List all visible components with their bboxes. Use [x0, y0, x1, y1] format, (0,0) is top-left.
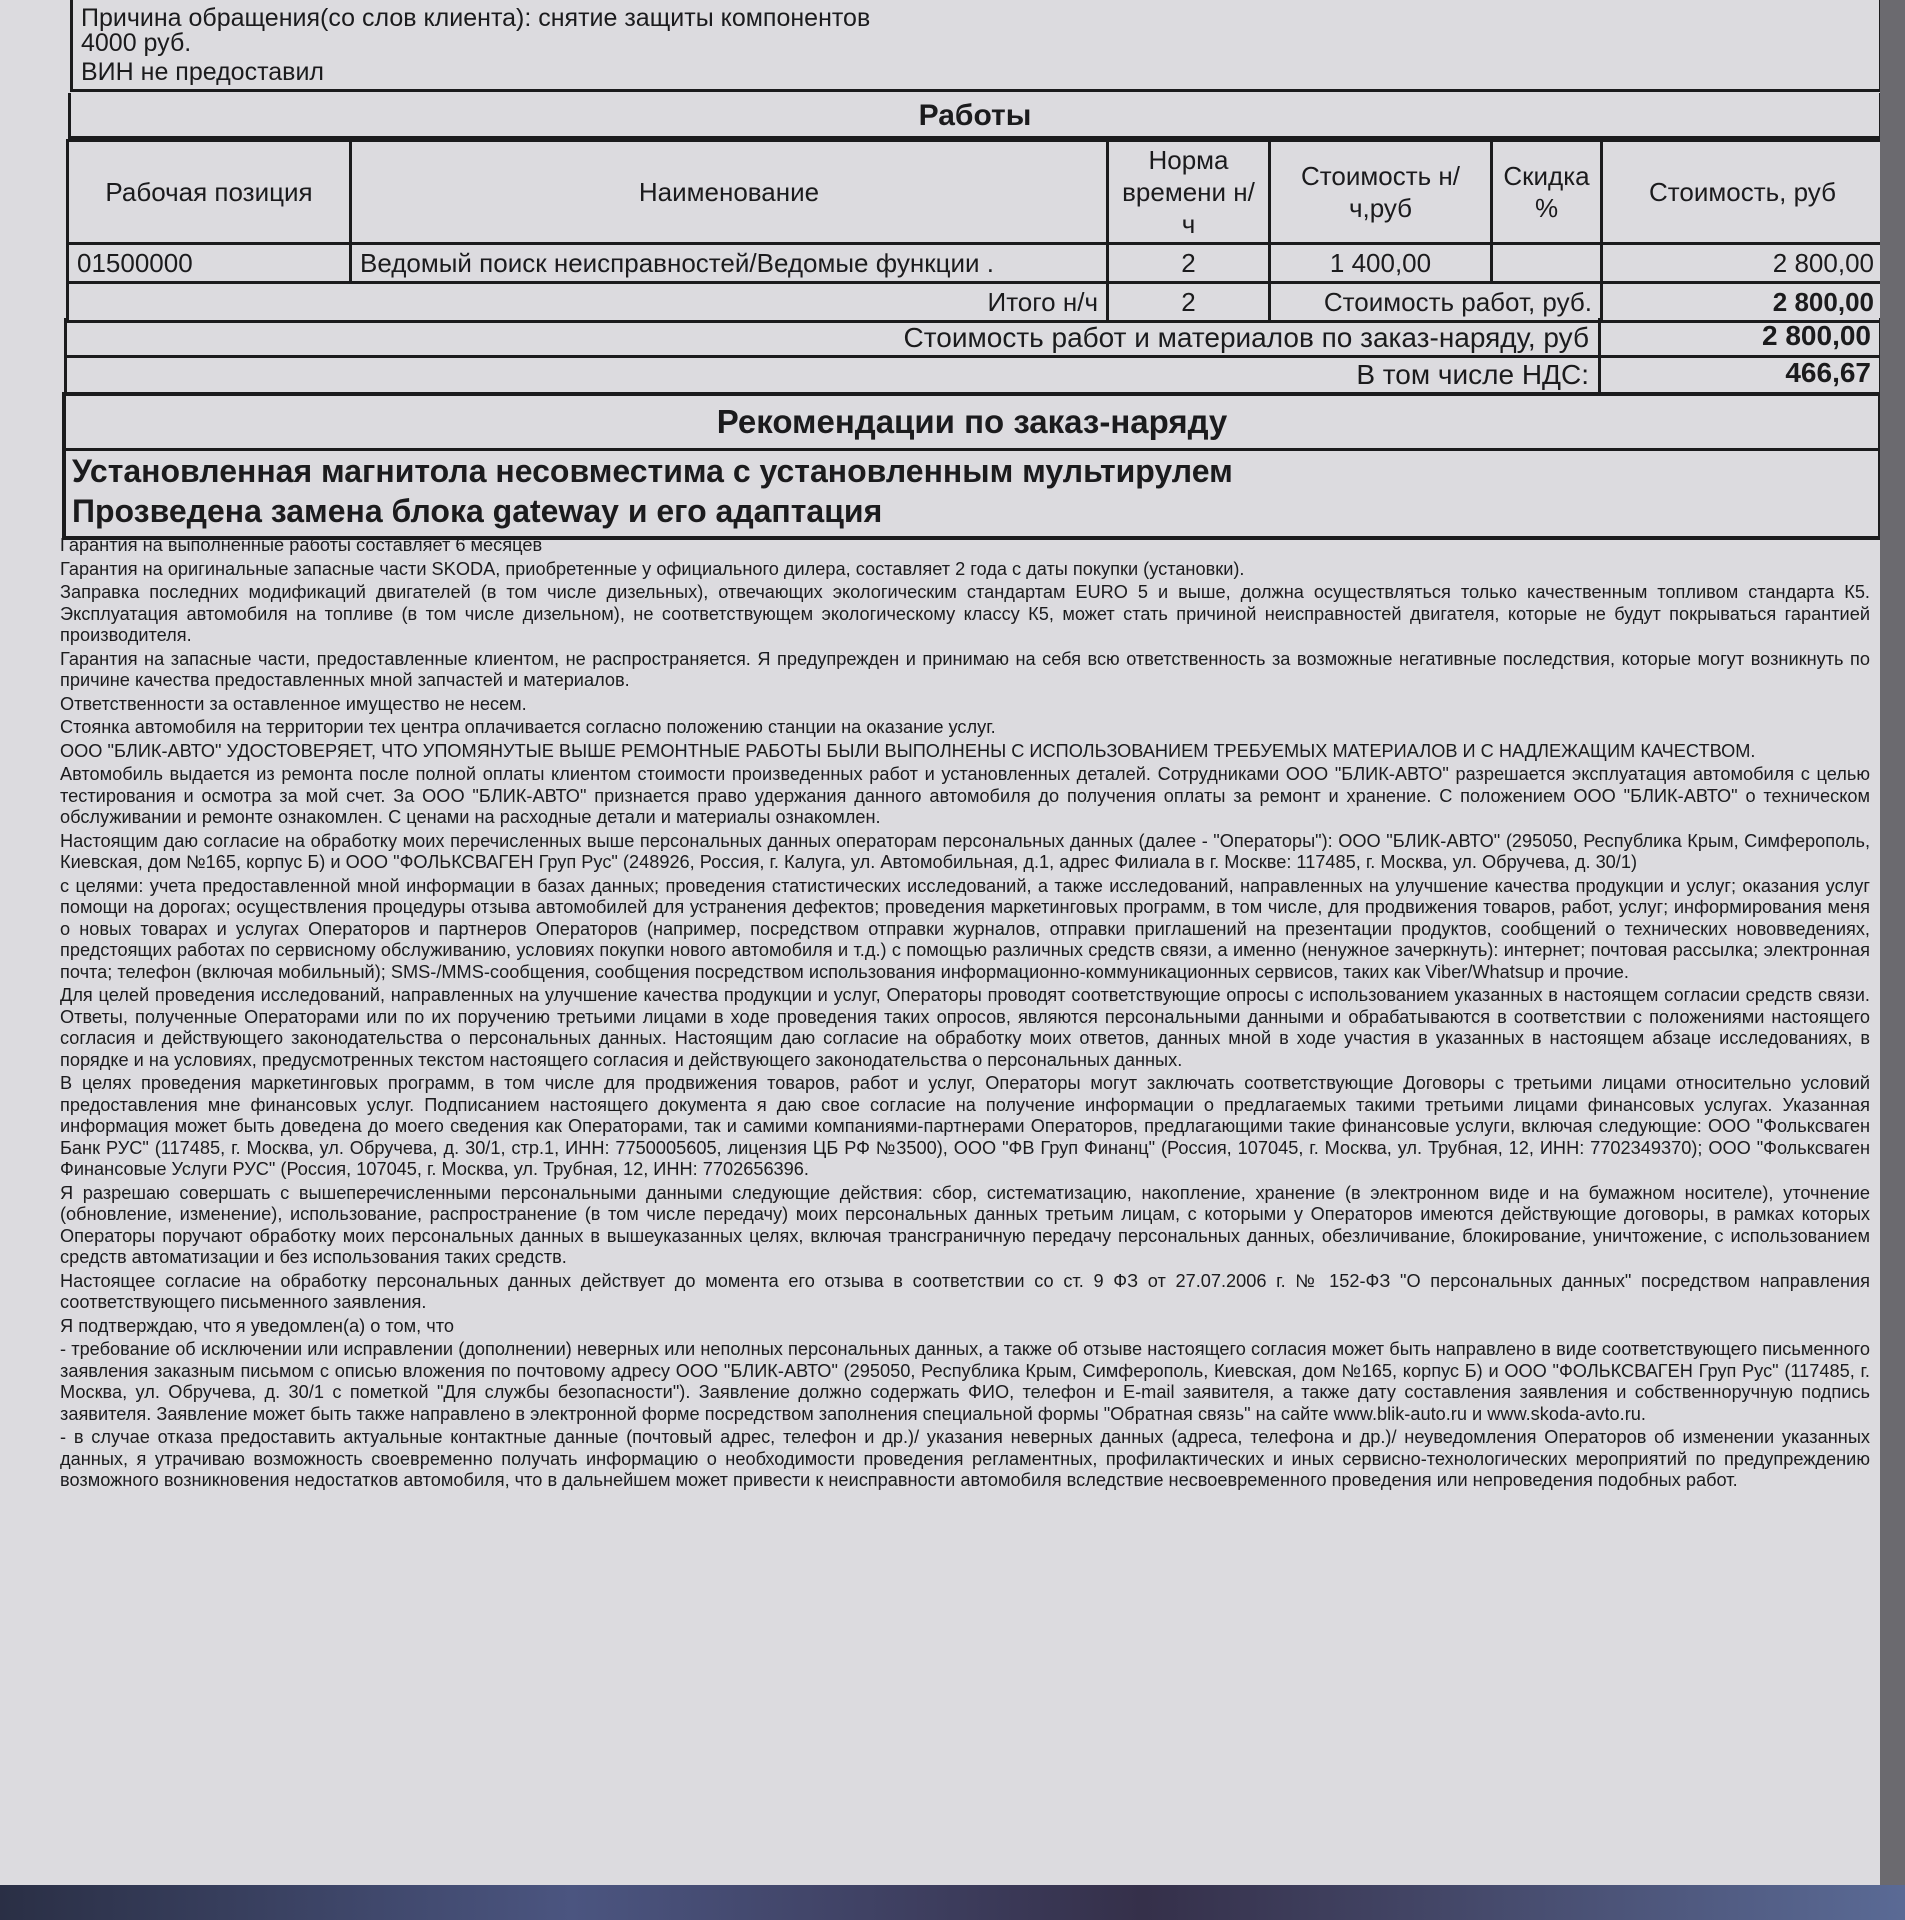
terms-paragraph: Гарантия на выполненные работы составляет 6 месяцев — [60, 535, 543, 555]
col-rate: Стоимость н/ч,руб — [1270, 141, 1492, 244]
works-title: Работы — [68, 93, 1880, 139]
terms-text — [60, 535, 1870, 1494]
col-name: Наименование — [351, 141, 1108, 244]
cell-norm: 2 — [1108, 244, 1270, 283]
order-cost-row — [64, 318, 1880, 358]
col-norm: Норма времени н/ч — [1108, 141, 1270, 244]
cell-position: 01500000 — [68, 244, 351, 283]
terms-paragraph: Автомобиль выдается из ремонта после полной оплаты клиентом стоимости произведенных работ и установленных деталей. Сотрудниками ООО "БЛИК-АВТО" разрешается эксплуатация автомобиля с целью тестирования и осмотра за мой счет. За ООО "БЛИК-АВТО" признается право удержания данного автомобиля до получения оплаты за ремонт и хранение. С положением ООО "БЛИК-АВТО" о техническом обслуживании и ремонте ознакомлен. С ценами на расходные детали и материалы ознакомлен. — [60, 764, 1870, 827]
total-hours-row — [68, 283, 1881, 322]
client-amount: 4000 руб. — [81, 29, 192, 57]
recommendation-item: Установленная магнитола несовместима с установленным мультирулем — [72, 453, 1233, 489]
works-cost-value: 2 800,00 — [1602, 283, 1881, 322]
terms-paragraph: Гарантия на запасные части, предоставленные клиентом, не распространяется. Я предупрежден и принимаю на себя всю ответственность за возможные негативные последствия, которые могут возникнуть по причине качества предоставленных мной запчастей и материалов. — [60, 648, 1870, 690]
col-position: Рабочая позиция — [68, 141, 351, 244]
vat-value: 466,67 — [1785, 357, 1871, 388]
recommendations-box — [62, 392, 1880, 540]
terms-paragraph: - требование об исключении или исправлении (дополнении) неверных или неполных персональных данных, а также об отзыве настоящего согласия может быть направлено в виде соответствующего письменного заявления заказным письмом с описью вложения по почтовому адресу ООО "БЛИК-АВТО" (295050, Республика Крым, Симферополь, Киевская, дом №165, корпус Б) и ООО "ФОЛЬКСВАГЕН Груп Рус" (117485, г. Москва, ул. Обручева, д. 30/1 с пометкой "Для службы безопасности"). Заявление должно содержать ФИО, телефон и E-mail заявителя, а также дату составления заявления и собственноручную подпись заявителя. Заявление может быть также направлено в электронной форме посредством заполнения специальной формы "Обратная связь" на сайте www.blik-auto.ru и www.skoda-avto.ru. — [60, 1339, 1870, 1424]
background-edge — [0, 1885, 1905, 1920]
col-cost: Стоимость, руб — [1602, 141, 1881, 244]
works-header-row — [68, 141, 1881, 244]
vat-row — [64, 355, 1880, 395]
terms-paragraph: - в случае отказа предоставить актуальные контактные данные (почтовый адрес, телефон и др.)/ указания неверных данных (адреса, телефона и др.)/ неуведомления Операторов об изменении указанных данных, я утрачиваю возможность своевременно получать информацию о необходимости проведения регламентных, профилактических и иных сервисно-технологических мероприятий по предупреждению возможного возникновения недостатков автомобиля, что в дальнейшем может привести к неисправности автомобиля вследствие несвоевременного проведения или непроведения подобных работ. — [60, 1427, 1870, 1490]
recommendations-title: Рекомендации по заказ-наряду — [66, 396, 1878, 451]
client-request-box — [70, 0, 1880, 92]
table-row — [68, 244, 1881, 283]
cell-rate: 1 400,00 — [1270, 244, 1492, 283]
terms-paragraph: В целях проведения маркетинговых программ, в том числе для продвижения товаров, работ и услуг, Операторы могут заключать соответствующие Договоры с третьими лицами относительно условий предоставления мне финансовых услуг. Подписанием настоящего документа я даю свое согласие на получение информации о предлагаемых такими третьими лицами финансовых услугах. Указанная информация может быть доведена до моего сведения как Операторами, так и самими компаниями-партнерами Операторов, предлагающими такие финансовые услуги, включая следующие: ООО "Фольксваген Банк РУС" (117485, г. Москва, ул. Обручева, д. 30/1, стр.1, ИНН: 7750005605, лицензия ЦБ РФ №3500), ООО "ФВ Груп Финанц" (Россия, 107045, г. Москва, ул. Трубная, 12, ИНН: 7702349370); ООО "Фольксваген Финансовые Услуги РУС" (Россия, 107045, г. Москва, ул. Трубная, 12, ИНН: 7702656396. — [60, 1073, 1870, 1179]
vin-note: ВИН не предоставил — [81, 58, 324, 86]
vat-label: В том числе НДС: — [1356, 359, 1589, 390]
cell-name: Ведомый поиск неисправностей/Ведомые функции . — [351, 244, 1108, 283]
terms-paragraph: Ответственности за оставленное имущество не несем. — [60, 693, 527, 714]
terms-paragraph: Для целей проведения исследований, направленных на улучшение качества продукции и услуг, Операторы проводят соответствующие опросы с использованием указанных в настоящем согласии средств связи. Ответы, полученные Операторами или по их поручению третьими лицами в ходе проведения таких опросов, являются персональными данными и обрабатываются в соответствии с положениями настоящего согласия и действующего законодательства о персональных данных. Настоящим даю согласие на обработку моих ответов, данных мной в ходе участия в указанных в настоящем абзаце исследованиях, в порядке и на условиях, предусмотренных текстом настоящего согласия и действующего законодательства о персональных данных. — [60, 985, 1870, 1070]
client-reason: Причина обращения(со слов клиента): снятие защиты компонентов — [81, 4, 871, 32]
total-hours-value: 2 — [1108, 283, 1270, 322]
terms-paragraph: Я разрешаю совершать с вышеперечисленными персональными данными следующие действия: сбор, систематизацию, накопление, хранение (в электронном виде и на бумажном носителе), уточнение (обновление, изменение), использование, распространение (в том числе передачу) моих персональных данных третьим лицам, с которыми у Операторов имеются действующие договоры, в рамках которых Операторы поручают обработку моих персональных данных в вышеуказанных целях, включая трансграничную передачу персональных данных, обезличивание, блокирование, уничтожение, с использованием средств автоматизации и без использования таких средств. — [60, 1182, 1870, 1267]
works-cost-label: Стоимость работ, руб. — [1270, 283, 1602, 322]
terms-paragraph: ООО "БЛИК-АВТО" УДОСТОВЕРЯЕТ, ЧТО УПОМЯНУТЫЕ ВЫШЕ РЕМОНТНЫЕ РАБОТЫ БЫЛИ ВЫПОЛНЕНЫ С ИСПОЛЬЗОВАНИЕМ ТРЕБУЕМЫХ МАТЕРИАЛОВ И С НАДЛЕЖАЩИМ КАЧЕСТВОМ. — [60, 740, 1756, 761]
col-discount: Скидка % — [1492, 141, 1602, 244]
terms-paragraph: Стоянка автомобиля на территории тех центра оплачивается согласно положению станции на оказание услуг. — [60, 717, 996, 737]
terms-paragraph: Я подтверждаю, что я уведомлен(а) о том, что — [60, 1315, 454, 1336]
order-cost-value: 2 800,00 — [1762, 320, 1871, 351]
terms-paragraph: Заправка последних модификаций двигателей (в том числе дизельных), отвечающих экологическим стандартам EURO 5 и выше, должна осуществляться только качественным топливом стандарта К5. Эксплуатация автомобиля на топливе (в том числе дизельном), не соответствующем экологическому классу К5, может стать причиной неисправностей двигателя, которые не будут покрываться гарантией производителя. — [60, 582, 1870, 645]
terms-paragraph: с целями: учета предоставленной мной информации в базах данных; проведения статистических исследований, а также исследований, направленных на улучшение качества продукции и услуг; оказания услуг помощи на дорогах; осуществления процедуры отзыва автомобилей для устранения дефектов; проведения маркетинговых программ, в том числе, для продвижения товаров, работ, услуг; информирования меня о новых товарах и услугах Операторов и партнеров Операторов (например, посредством отправки журналов, отправки приглашений на презентации продуктов, сообщений о технических нововведениях, предстоящих работах по сервисному обслуживанию, условиях покупки нового автомобиля и т.д.) с помощью различных средств связи, а именно (ненужное зачеркнуть): интернет; почтовая рассылка; электронная почта; телефон (включая мобильный); SMS-/MMS-сообщения, сообщения посредством использования информационно-коммуникационных сервисов, таких как Viber/Whatsup и прочие. — [60, 875, 1870, 982]
recommendation-item: Прозведена замена блока gateway и его адаптация — [72, 493, 883, 529]
terms-paragraph: Настоящее согласие на обработку персональных данных действует до момента его отзыва в соответствии со ст. 9 ФЗ от 27.07.2006 г. № 152-ФЗ "О персональных данных" посредством направления соответствующего письменного заявления. — [60, 1270, 1870, 1312]
order-cost-label: Стоимость работ и материалов по заказ-наряду, руб — [903, 322, 1589, 353]
cell-cost: 2 800,00 — [1602, 244, 1881, 283]
works-table — [66, 139, 1880, 323]
terms-paragraph: Настоящим даю согласие на обработку моих перечисленных выше персональных данных операторам персональных данных (далее - "Операторы"): ООО "БЛИК-АВТО" (295050, Республика Крым, Симферополь, Киевская, дом №165, корпус Б) и ООО "ФОЛЬКСВАГЕН Груп Рус" (248926, Россия, г. Калуга, ул. Автомобильная, д.1, адрес Филиала в г. Москве: 117485, г. Москва, ул. Обручева, д. 30/1) — [60, 830, 1870, 872]
total-hours-label: Итого н/ч — [68, 283, 1108, 322]
terms-paragraph: Гарантия на оригинальные запасные части SKODA, приобретенные у официального дилера, составляет 2 года с даты покупки (установки). — [60, 558, 1245, 579]
cell-discount — [1492, 244, 1602, 283]
